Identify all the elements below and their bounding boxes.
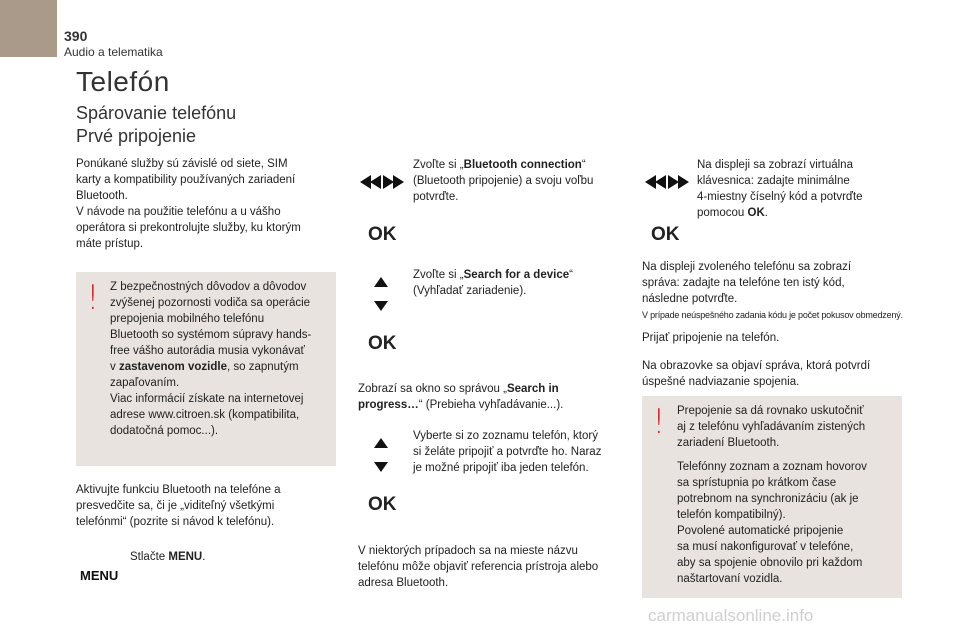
page-number: 390 [64, 28, 88, 44]
intro-paragraph: Ponúkané služby sú závislé od siete, SIM karty a kompatibility používaných zariadení Bluetooth. V návode na použitie telefónu a u vášho operátora si prekontrolujte služby, ku ktorým máte prístup. [76, 158, 301, 250]
ok-button-label: OK [368, 224, 397, 245]
exclamation-icon: ! [652, 402, 666, 442]
phone-code-instructions: Na displeji zvoleného telefónu sa zobrazí správa: zadajte na telefóne ten istý kód, následne potvrďte. V prípade neúspešného zadania kódu je počet pokusov obmedzený. [642, 261, 903, 320]
step-virtual-keyboard: Na displeji sa zobrazí virtuálna klávesnica: zadajte minimálne 4-miestny číselný kód a potvrďte pomocou OK. [697, 159, 863, 219]
step-select-phone: Vyberte si zo zoznamu telefón, ktorý si želáte pripojiť a potvrďte ho. Naraz je možné pripojiť iba jeden telefón. [413, 430, 602, 474]
subtitle-first-connection: Prvé pripojenie [76, 126, 197, 146]
press-menu-text: Stlačte MENU. [130, 551, 206, 563]
chapter-tab [0, 0, 57, 57]
up-down-arrows-icon [374, 277, 388, 311]
up-down-arrows-icon [374, 438, 388, 472]
subtitle-pairing: Spárovanie telefónu [76, 103, 237, 123]
menu-button-label: MENU [80, 568, 119, 583]
accept-connection-text: Prijať pripojenie na telefón. [642, 332, 780, 344]
left-right-arrows-icon [645, 175, 689, 189]
bluetooth-address-note: V niektorých prípadoch sa na mieste názvu telefónu môže objaviť referencia prístroja alebo adresa Bluetooth. [358, 545, 599, 589]
confirmation-message-text: Na obrazovke sa objaví správa, ktorá potvrdí úspešné nadviazanie spojenia. [642, 360, 871, 388]
info-warning-text: Prepojenie sa dá rovnako uskutočniť aj z telefónu vyhľadávaním zistených zariadení Bluetooth. Telefónny zoznam a zoznam hovorov sa sprístupnia po krátkom čase potrebnom na synchronizáciu (ak je telefón kompatibilný). Povolené automatické pripojenie sa musí nakonfigurovať v telefóne, aby sa spojenie obnovilo pri každom naštartovaní vozidla. [677, 405, 867, 585]
ok-button-label: OK [651, 224, 680, 245]
page-title: Telefón [76, 66, 170, 97]
search-progress-text: Zobrazí sa okno so správou „Search in progress…“ (Prebieha vyhľadávanie...). [358, 383, 564, 411]
left-right-arrows-icon [360, 175, 404, 189]
activate-bluetooth-paragraph: Aktivujte funkciu Bluetooth na telefóne a presvedčite sa, či je „viditeľný všetkými telefónmi“ (pozrite si návod k telefónu). [76, 484, 281, 528]
ok-button-label: OK [368, 494, 397, 515]
exclamation-icon: ! [86, 278, 100, 318]
ok-button-label: OK [368, 333, 397, 354]
step-search-device: Zvoľte si „Search for a device“ (Vyhľadať zariadenie). [413, 269, 573, 297]
watermark: carmanualsonline.info [648, 606, 814, 625]
safety-warning-text: Z bezpečnostných dôvodov a dôvodov zvýšenej pozornosti vodiča sa operácie prepojenia mobilného telefónu Bluetooth so systémom súpravy hands- free vášho autorádia musia vykonávať v zastavenom vozidle, so zapnutým zapaľovaním. Viac informácií získate na internetovej adrese www.citroen.sk (kompatibilita, dodatočná pomoc...). [110, 281, 312, 437]
section-title: Audio a telematika [64, 45, 163, 59]
step-bluetooth-connection: Zvoľte si „Bluetooth connection“ (Bluetooth pripojenie) a svoju voľbu potvrďte. [413, 159, 594, 203]
